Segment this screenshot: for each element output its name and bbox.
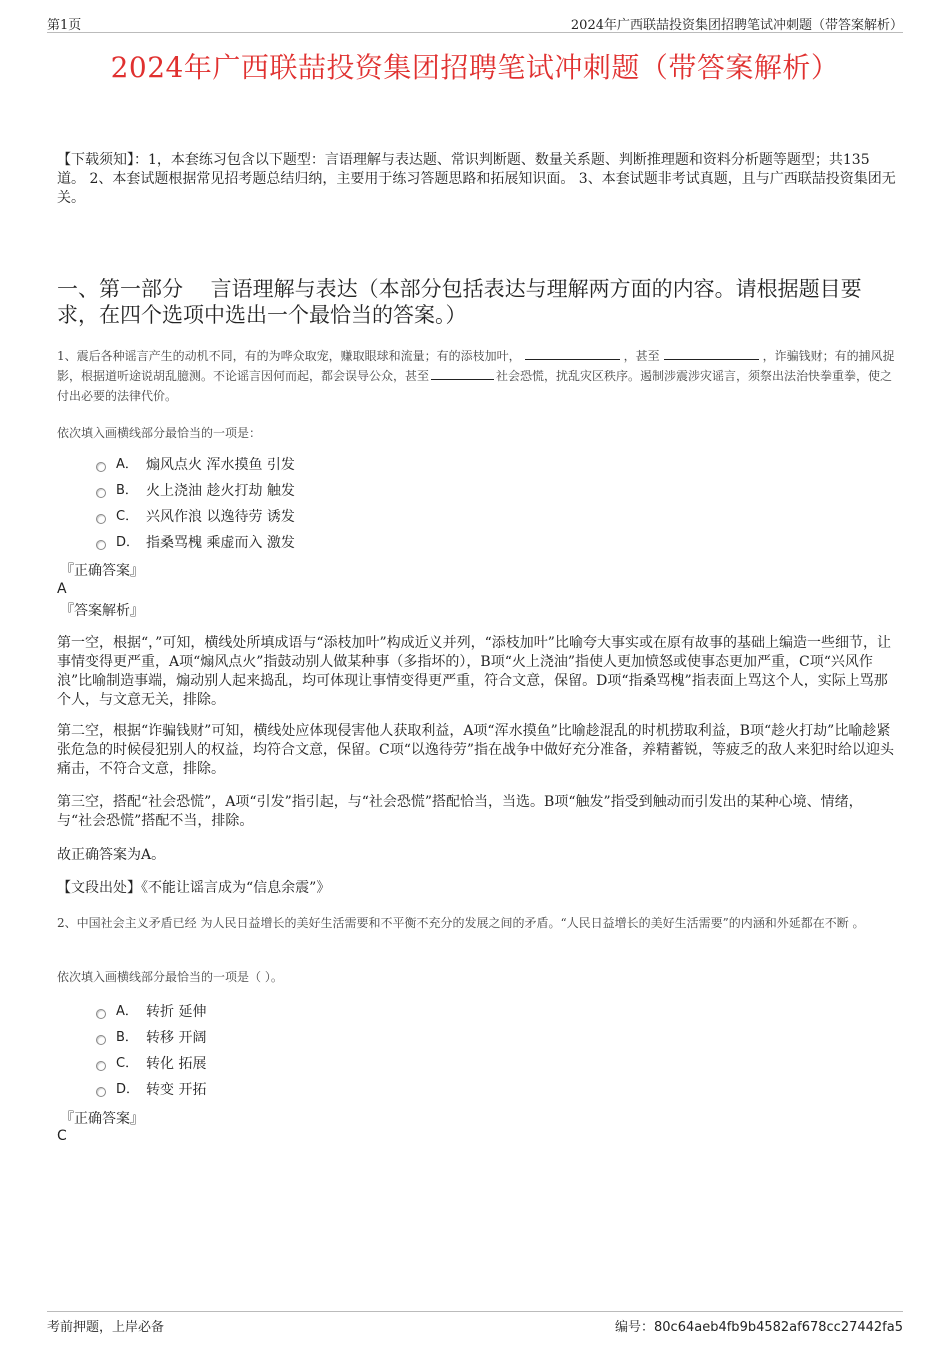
download-notice: 【下载须知】：1，本套练习包含以下题型：言语理解与表达题、常识判断题、数量关系题、判断推理题和资料分析题等题型；共135道。 2、本套试题根据常见招考题总结归纳，主要用于练习答题思路和拓展知识面。 3、本套试题非考试真题，且与广西联喆投资集团无关。	[57, 152, 896, 206]
option-b[interactable]: B． 转移 开阔	[96, 1025, 206, 1051]
radio-icon[interactable]	[96, 1087, 106, 1097]
radio-icon[interactable]	[96, 488, 106, 498]
option-c[interactable]: C． 兴风作浪 以逸待劳 诱发	[96, 504, 295, 530]
option-d[interactable]: D． 指桑骂槐 乘虚而入 激发	[96, 530, 295, 556]
option-c[interactable]: C． 转化 拓展	[96, 1051, 206, 1077]
question-1-options	[96, 452, 295, 556]
analysis-conclusion: 故正确答案为A。	[57, 847, 166, 863]
document-code: 编号：80c64aeb4fb9b4582af678cc27442fa5	[615, 1320, 903, 1335]
question-2-stem: 2、中国社会主义矛盾已经 为人民日益增长的美好生活需要和不平衡不充分的发展之间的矛盾。“人民日益增长的美好生活需要”的内涵和外延都在不断 。	[57, 916, 865, 930]
analysis-paragraph: 第三空，搭配“社会恐慌”，A项“引发”指引起，与“社会恐慌”搭配恰当，当选。B项“触发”指受到触动而引发出的某种心境、情绪，与“社会恐慌”搭配不当，排除。	[57, 794, 863, 829]
option-a[interactable]: A． 转折 延伸	[96, 999, 206, 1025]
radio-icon[interactable]	[96, 462, 106, 472]
section-title: 一、第一部分 言语理解与表达（本部分包括表达与理解两方面的内容。请根据题目要求，在四个选项中选出一个最恰当的答案。）	[57, 277, 862, 327]
option-a[interactable]: A． 煽风点火 浑水摸鱼 引发	[96, 452, 295, 478]
answer-label: 『正确答案』	[60, 1111, 144, 1127]
analysis-paragraph: 第一空，根据“，”可知，横线处所填成语与“添枝加叶”构成近义并列，“添枝加叶”比喻夸大事实或在原有故事的基础上编造一些细节，让事情变得更严重，A项“煽风点火”指鼓动别人做某种事（多指坏的），B项“火上浇油”指使人更加愤怒或使事态更加严重，C项“兴风作浪”比喻制造事端，煽动别人起来捣乱，均可体现让事情变得更严重，符合文意，保留。D项“指桑骂槐”指表面上骂这个人，实际上骂那个人，与文意无关，排除。	[57, 635, 891, 708]
document-title: 2024年广西联喆投资集团招聘笔试冲刺题（带答案解析）	[110, 51, 840, 84]
correct-answer: A	[57, 581, 67, 597]
header-title: 2024年广西联喆投资集团招聘笔试冲刺题（带答案解析）	[570, 18, 903, 33]
radio-icon[interactable]	[96, 540, 106, 550]
option-b[interactable]: B． 火上浇油 趁火打劫 触发	[96, 478, 295, 504]
radio-icon[interactable]	[96, 1061, 106, 1071]
page-header	[47, 14, 903, 33]
blank-2	[664, 346, 759, 360]
question-2-prompt: 依次填入画横线部分最恰当的一项是（ ）。	[57, 970, 283, 984]
correct-answer: C	[57, 1128, 67, 1144]
question-1-stem: 1、震后各种谣言产生的动机不同，有的为哗众取宠，赚取眼球和流量；有的添枝加叶， ，甚至 ，诈骗钱财；有的捕风捉影，根据道听途说胡乱臆测。不论谣言因何而起，都会误导公众，甚至 社会恐慌，扰乱灾区秩序。遏制涉震涉灾谣言，须祭出法治快拳重拳，使之付出必要的法律代价。	[57, 346, 897, 406]
option-d[interactable]: D． 转变 开拓	[96, 1077, 206, 1103]
source-citation: 【文段出处】《不能让谣言成为“信息余震”》	[57, 880, 331, 896]
footer-slogan: 考前押题，上岸必备	[47, 1320, 165, 1335]
analysis-label: 『答案解析』	[60, 603, 144, 619]
radio-icon[interactable]	[96, 1009, 106, 1019]
radio-icon[interactable]	[96, 1035, 106, 1045]
page-footer	[47, 1311, 903, 1335]
page-number: 第1页	[47, 18, 82, 33]
question-2-options	[96, 999, 206, 1103]
blank-3	[431, 366, 494, 380]
analysis-paragraph: 第二空，根据“诈骗钱财”可知，横线处应体现侵害他人获取利益，A项“浑水摸鱼”比喻趁混乱的时机捞取利益，B项“趁火打劫”比喻趁紧张危急的时候侵犯别人的权益，均符合文意，保留。C项“以逸待劳”指在战争中做好充分准备，养精蓄锐，等疲乏的敌人来犯时给以迎头痛击，不符合文意，排除。	[57, 723, 895, 777]
question-1-prompt: 依次填入画横线部分最恰当的一项是：	[57, 426, 262, 440]
radio-icon[interactable]	[96, 514, 106, 524]
blank-1	[525, 346, 620, 360]
answer-label: 『正确答案』	[60, 563, 144, 579]
